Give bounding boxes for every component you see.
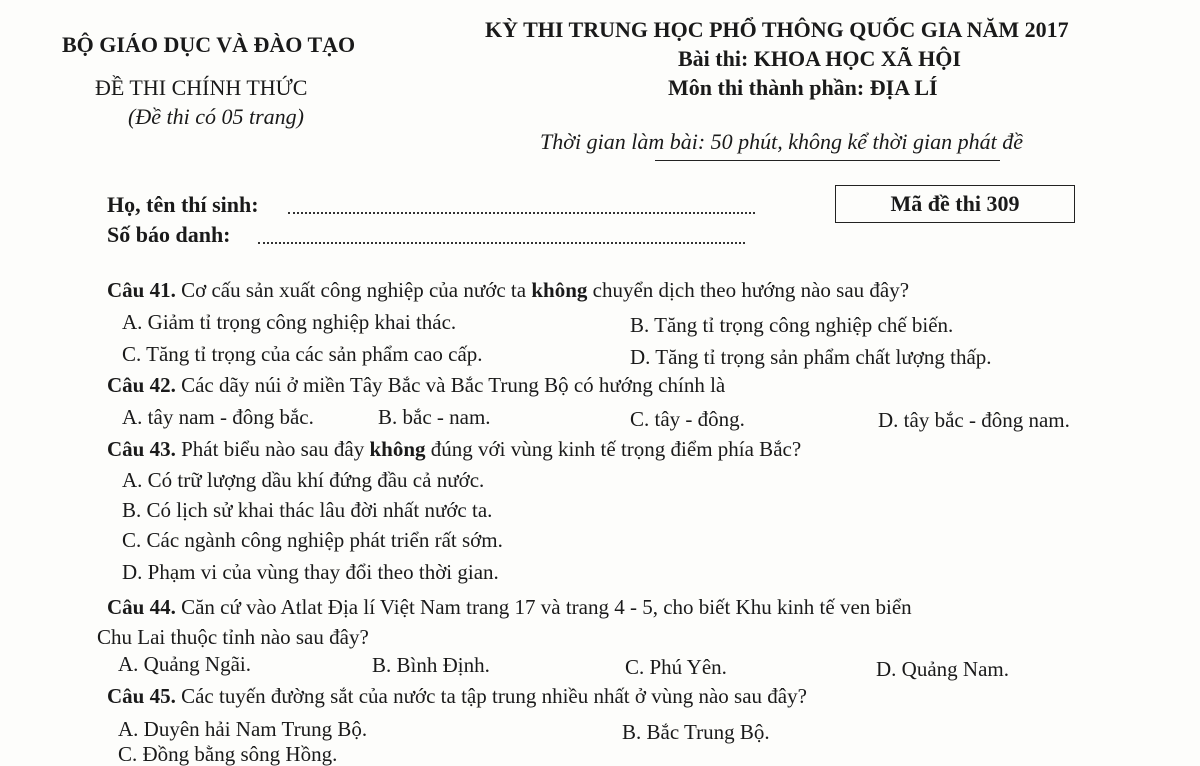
question-number: Câu 41. <box>107 278 176 302</box>
question-text: Phát biểu nào sau đây <box>181 437 370 461</box>
question-text: Cơ cấu sản xuất công nghiệp của nước ta <box>181 278 532 302</box>
time-limit: Thời gian làm bài: 50 phút, không kể thời gian phát đề <box>540 129 1024 154</box>
ministry-name: BỘ GIÁO DỤC VÀ ĐÀO TẠO <box>62 32 356 57</box>
option-d: D. Phạm vi của vùng thay đổi theo thời gian. <box>122 560 499 584</box>
exam-code: Mã đề thi 309 <box>890 191 1020 216</box>
option-a: A. Có trữ lượng dầu khí đứng đầu cả nước. <box>122 468 485 492</box>
option-c: C. Tăng tỉ trọng của các sản phẩm cao cấp. <box>122 342 483 366</box>
question-44-line2: Chu Lai thuộc tỉnh nào sau đây? <box>97 625 369 649</box>
test-name: Bài thi: KHOA HỌC XÃ HỘI <box>678 46 961 71</box>
question-emphasis: không <box>531 278 588 302</box>
question-number: Câu 42. <box>107 373 176 397</box>
question-number: Câu 45. <box>107 684 176 708</box>
question-text: Các dãy núi ở miền Tây Bắc và Bắc Trung Bộ có hướng chính là <box>181 373 726 397</box>
option-a: A. Quảng Ngãi. <box>118 652 251 676</box>
question-emphasis: không <box>369 437 426 461</box>
official-label: ĐỀ THI CHÍNH THỨC <box>95 75 308 100</box>
exam-code-box <box>835 185 1075 223</box>
option-a: A. tây nam - đông bắc. <box>122 405 314 429</box>
option-b: B. Bắc Trung Bộ. <box>622 720 770 744</box>
option-d: D. Quảng Nam. <box>876 657 1009 681</box>
question-43 <box>107 437 801 461</box>
question-number: Câu 43. <box>107 437 176 461</box>
exam-title: KỲ THI TRUNG HỌC PHỔ THÔNG QUỐC GIA NĂM 2017 <box>485 17 1069 42</box>
name-label: Họ, tên thí sinh: <box>107 192 259 217</box>
option-c: C. Phú Yên. <box>625 655 727 679</box>
question-number: Câu 44. <box>107 595 176 619</box>
option-b: B. Tăng tỉ trọng công nghiệp chế biến. <box>630 313 954 337</box>
question-text: đúng với vùng kinh tế trọng điểm phía Bắc? <box>425 437 802 461</box>
id-field[interactable] <box>258 242 745 244</box>
question-text: chuyển dịch theo hướng nào sau đây? <box>587 278 910 302</box>
question-44 <box>107 595 912 619</box>
option-b: B. Có lịch sử khai thác lâu đời nhất nước ta. <box>122 498 493 522</box>
option-c: C. Đồng bằng sông Hồng. <box>118 742 338 766</box>
option-d: D. Tăng tỉ trọng sản phẩm chất lượng thấp. <box>630 345 992 369</box>
question-text: Các tuyến đường sắt của nước ta tập trung nhiều nhất ở vùng nào sau đây? <box>181 684 807 708</box>
question-42 <box>107 373 725 397</box>
subject-name: Môn thi thành phần: ĐỊA LÍ <box>668 75 938 100</box>
option-a: A. Duyên hải Nam Trung Bộ. <box>118 717 368 741</box>
option-a: A. Giảm tỉ trọng công nghiệp khai thác. <box>122 310 457 334</box>
question-45 <box>107 684 807 708</box>
option-c: C. Các ngành công nghiệp phát triển rất sớm. <box>122 528 503 552</box>
option-d: D. tây bắc - đông nam. <box>878 408 1070 432</box>
option-c: C. tây - đông. <box>630 407 745 431</box>
name-field[interactable] <box>288 212 755 214</box>
pages-note: (Đề thi có 05 trang) <box>128 104 304 129</box>
header-rule <box>655 160 1000 161</box>
option-b: B. bắc - nam. <box>378 405 491 429</box>
id-label: Số báo danh: <box>107 222 231 247</box>
question-41 <box>107 278 909 302</box>
option-b: B. Bình Định. <box>372 653 490 677</box>
question-text: Căn cứ vào Atlat Địa lí Việt Nam trang 17 và trang 4 - 5, cho biết Khu kinh tế ven biển <box>181 595 912 619</box>
